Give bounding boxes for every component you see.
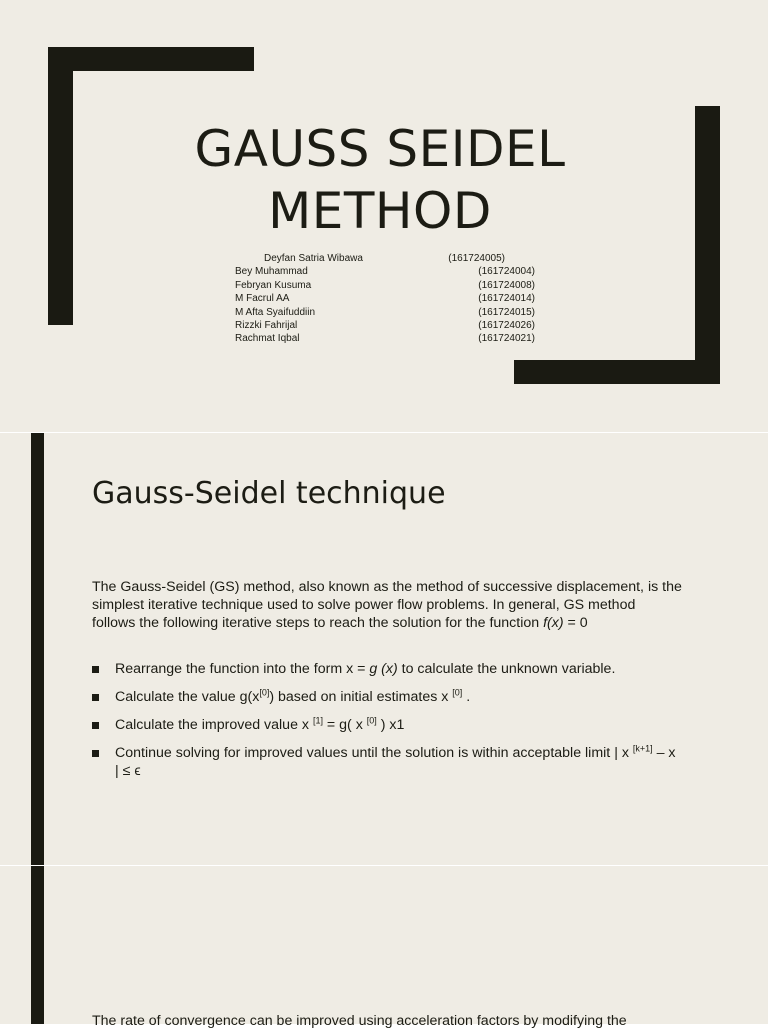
author-name: Rachmat Iqbal <box>235 333 300 345</box>
step-text: Calculate the value g(x <box>115 689 260 705</box>
title-line-1: GAUSS SEIDEL <box>194 120 566 178</box>
step-math: g (x) <box>369 661 398 677</box>
author-row <box>230 332 540 345</box>
list-item <box>92 716 682 734</box>
author-id: (161724008) <box>478 279 535 291</box>
list-item <box>92 660 682 678</box>
step-text: . <box>462 689 471 705</box>
author-name: Deyfan Satria Wibawa <box>264 253 363 264</box>
step-text: ) based on initial estimates x <box>269 689 453 705</box>
presentation-title <box>130 118 630 242</box>
step-text: = g( x <box>322 717 367 733</box>
superscript: [0] <box>259 687 270 698</box>
author-id: (161724005) <box>448 253 505 264</box>
author-row <box>230 252 540 265</box>
corner-bracket-top-left-vertical <box>48 47 73 325</box>
author-row <box>230 265 540 278</box>
steps-list <box>92 660 682 790</box>
intro-paragraph <box>92 578 682 632</box>
square-bullet-icon <box>92 666 99 673</box>
list-item <box>92 688 682 706</box>
author-id: (161724004) <box>478 266 535 278</box>
intro-end: = 0 <box>563 615 588 631</box>
corner-bracket-top-left-horizontal <box>48 47 254 71</box>
author-id: (161724014) <box>478 293 535 305</box>
step-text: to calculate the unknown variable. <box>397 661 616 677</box>
author-id: (161724026) <box>478 319 535 331</box>
square-bullet-icon <box>92 750 99 757</box>
corner-bracket-bottom-right-horizontal <box>514 360 720 384</box>
intro-text: The Gauss-Seidel (GS) method, also known as the method of successive displacement, is the simplest iterative technique used to solve power flow problems. In general, GS method follows the following iterative steps to reach the solution for the function <box>92 579 682 631</box>
author-name: M Afta Syaifuddiin <box>235 306 316 318</box>
slide3-paragraph: The rate of convergence can be improved using acceleration factors by modifying the <box>92 1013 627 1029</box>
author-row <box>230 279 540 292</box>
corner-bracket-bottom-right-vertical <box>695 106 720 384</box>
step-text: Continue solving for improved values until the solution is within acceptable limit <box>115 745 615 761</box>
author-id: (161724015) <box>478 306 535 318</box>
author-row <box>230 292 540 305</box>
author-name: Bey Muhammad <box>235 266 308 278</box>
superscript: [1] <box>312 715 323 726</box>
author-row <box>230 319 540 332</box>
superscript: [0] <box>366 715 377 726</box>
title-line-2: METHOD <box>268 182 492 240</box>
author-row <box>230 306 540 319</box>
step-math: | x <box>614 745 633 761</box>
author-id: (161724021) <box>478 333 535 345</box>
square-bullet-icon <box>92 694 99 701</box>
square-bullet-icon <box>92 722 99 729</box>
author-name: M Facrul AA <box>235 293 290 305</box>
step-text: Calculate the improved value x <box>115 717 313 733</box>
step-text: Rearrange the function into the form x = <box>115 661 370 677</box>
author-name: Rizzki Fahrijal <box>235 319 298 331</box>
superscript: [k+1] <box>632 743 653 754</box>
author-list <box>230 252 540 346</box>
left-accent-bar <box>31 866 44 1024</box>
acceleration-slide <box>0 866 768 1024</box>
author-name: Febryan Kusuma <box>235 279 312 291</box>
list-item <box>92 744 682 780</box>
step-math: – x | ≤ ϵ <box>115 745 676 779</box>
title-slide <box>0 0 768 432</box>
left-accent-bar <box>31 433 44 865</box>
step-text: ) x1 <box>376 717 405 733</box>
slide-heading: Gauss-Seidel technique <box>92 476 446 511</box>
superscript: [0] <box>452 687 463 698</box>
intro-function: f(x) <box>543 615 564 631</box>
